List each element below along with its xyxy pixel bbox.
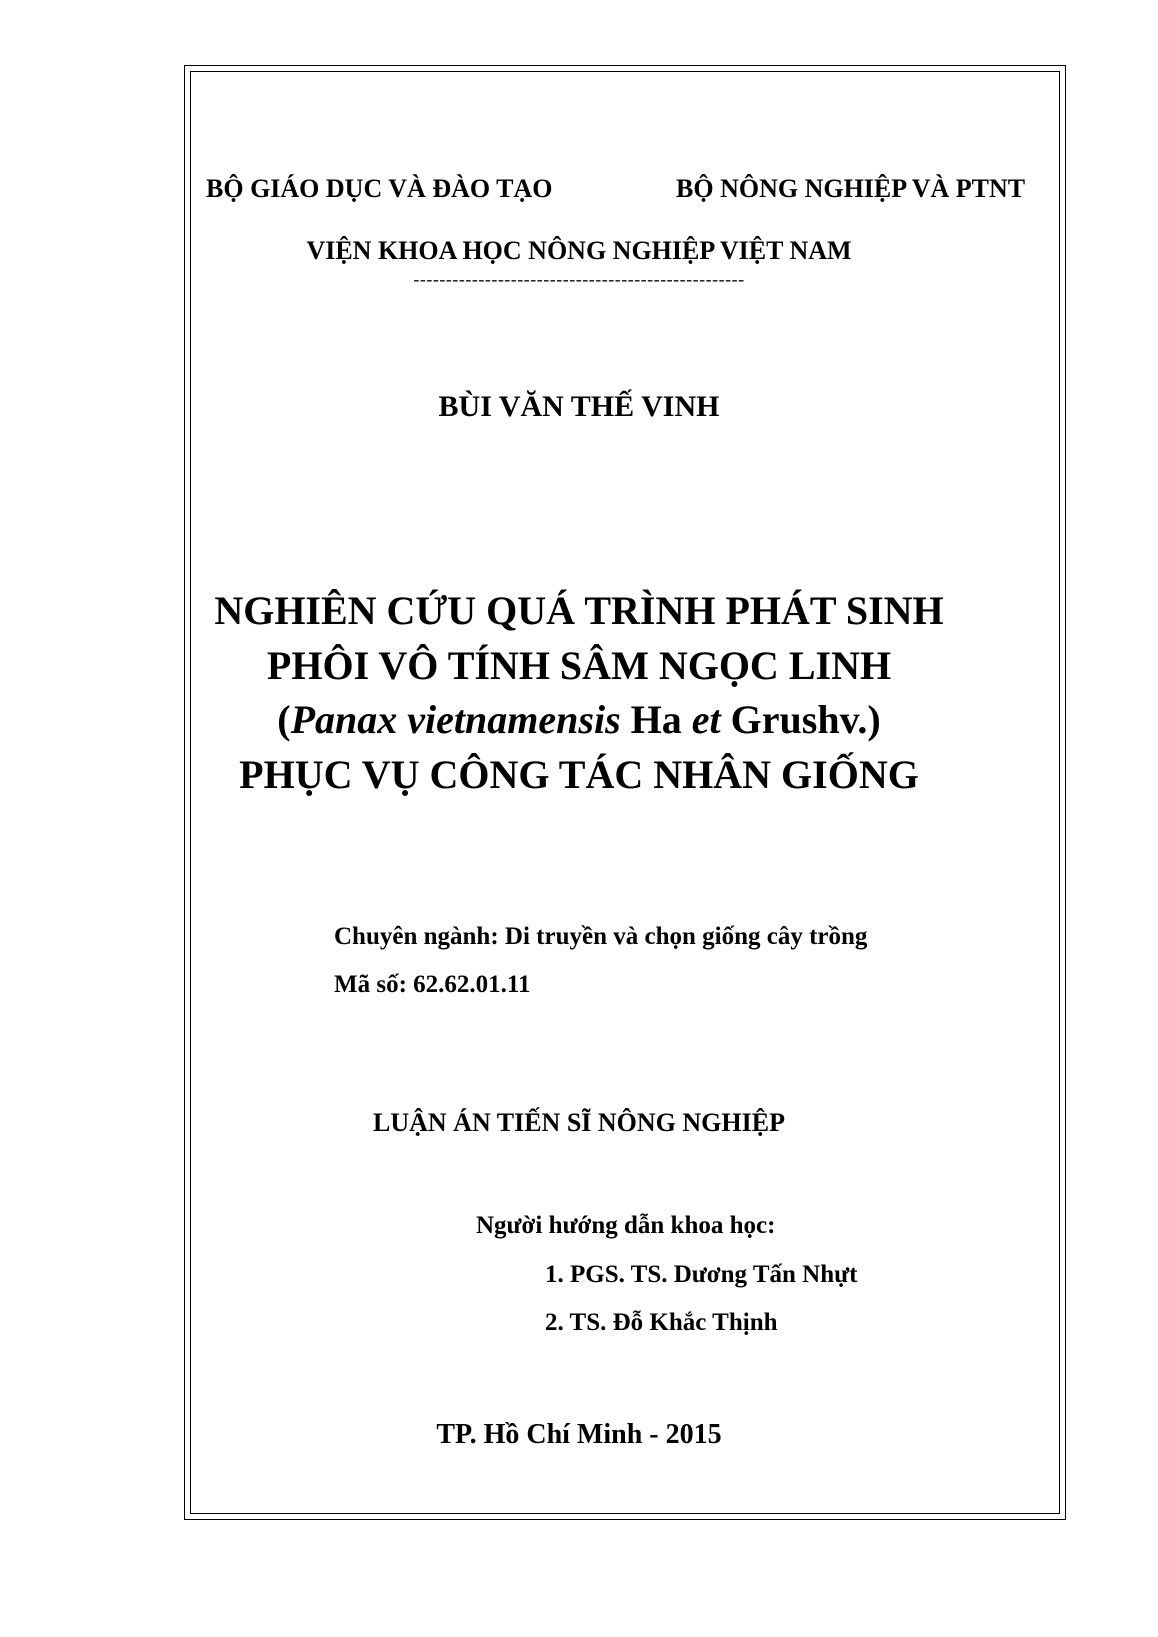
species-name: Panax vietnamensis xyxy=(290,697,621,742)
title-paren-open: ( xyxy=(277,697,291,742)
specialty-code: Mã số: 62.62.01.11 xyxy=(334,971,531,998)
advisor-item: 1. PGS. TS. Dương Tấn Nhựt xyxy=(545,1261,858,1288)
title-et: et xyxy=(691,697,721,742)
ministry-left: BỘ GIÁO DỤC VÀ ĐÀO TẠO xyxy=(206,174,553,203)
place-year: TP. Hồ Chí Minh - 2015 xyxy=(436,1419,722,1450)
ministry-right: BỘ NÔNG NGHIỆP VÀ PTNT xyxy=(676,174,1026,203)
thesis-title-line-4: PHỤC VỤ CÔNG TÁC NHÂN GIỐNG xyxy=(239,752,919,797)
thesis-title-line-2: PHÔI VÔ TÍNH SÂM NGỌC LINH xyxy=(266,643,892,688)
title-ha: Ha xyxy=(620,697,692,742)
title-grushv: Grushv.) xyxy=(720,697,881,742)
thesis-title-line-3 xyxy=(0,697,1158,742)
specialty: Chuyên ngành: Di truyền và chọn giống cây trồng xyxy=(334,923,868,950)
institute-name: VIỆN KHOA HỌC NÔNG NGHIỆP VIỆT NAM xyxy=(306,236,852,265)
author-name: BÙI VĂN THẾ VINH xyxy=(438,390,720,423)
degree-title: LUẬN ÁN TIẾN SĨ NÔNG NGHIỆP xyxy=(373,1108,785,1137)
header-separator: --------------------------------------------------- xyxy=(413,269,745,289)
thesis-title-line-1: NGHIÊN CỨU QUÁ TRÌNH PHÁT SINH xyxy=(214,588,944,633)
advisors-label: Người hướng dẫn khoa học: xyxy=(476,1212,776,1239)
advisor-item: 2. TS. Đỗ Khắc Thịnh xyxy=(545,1309,778,1336)
